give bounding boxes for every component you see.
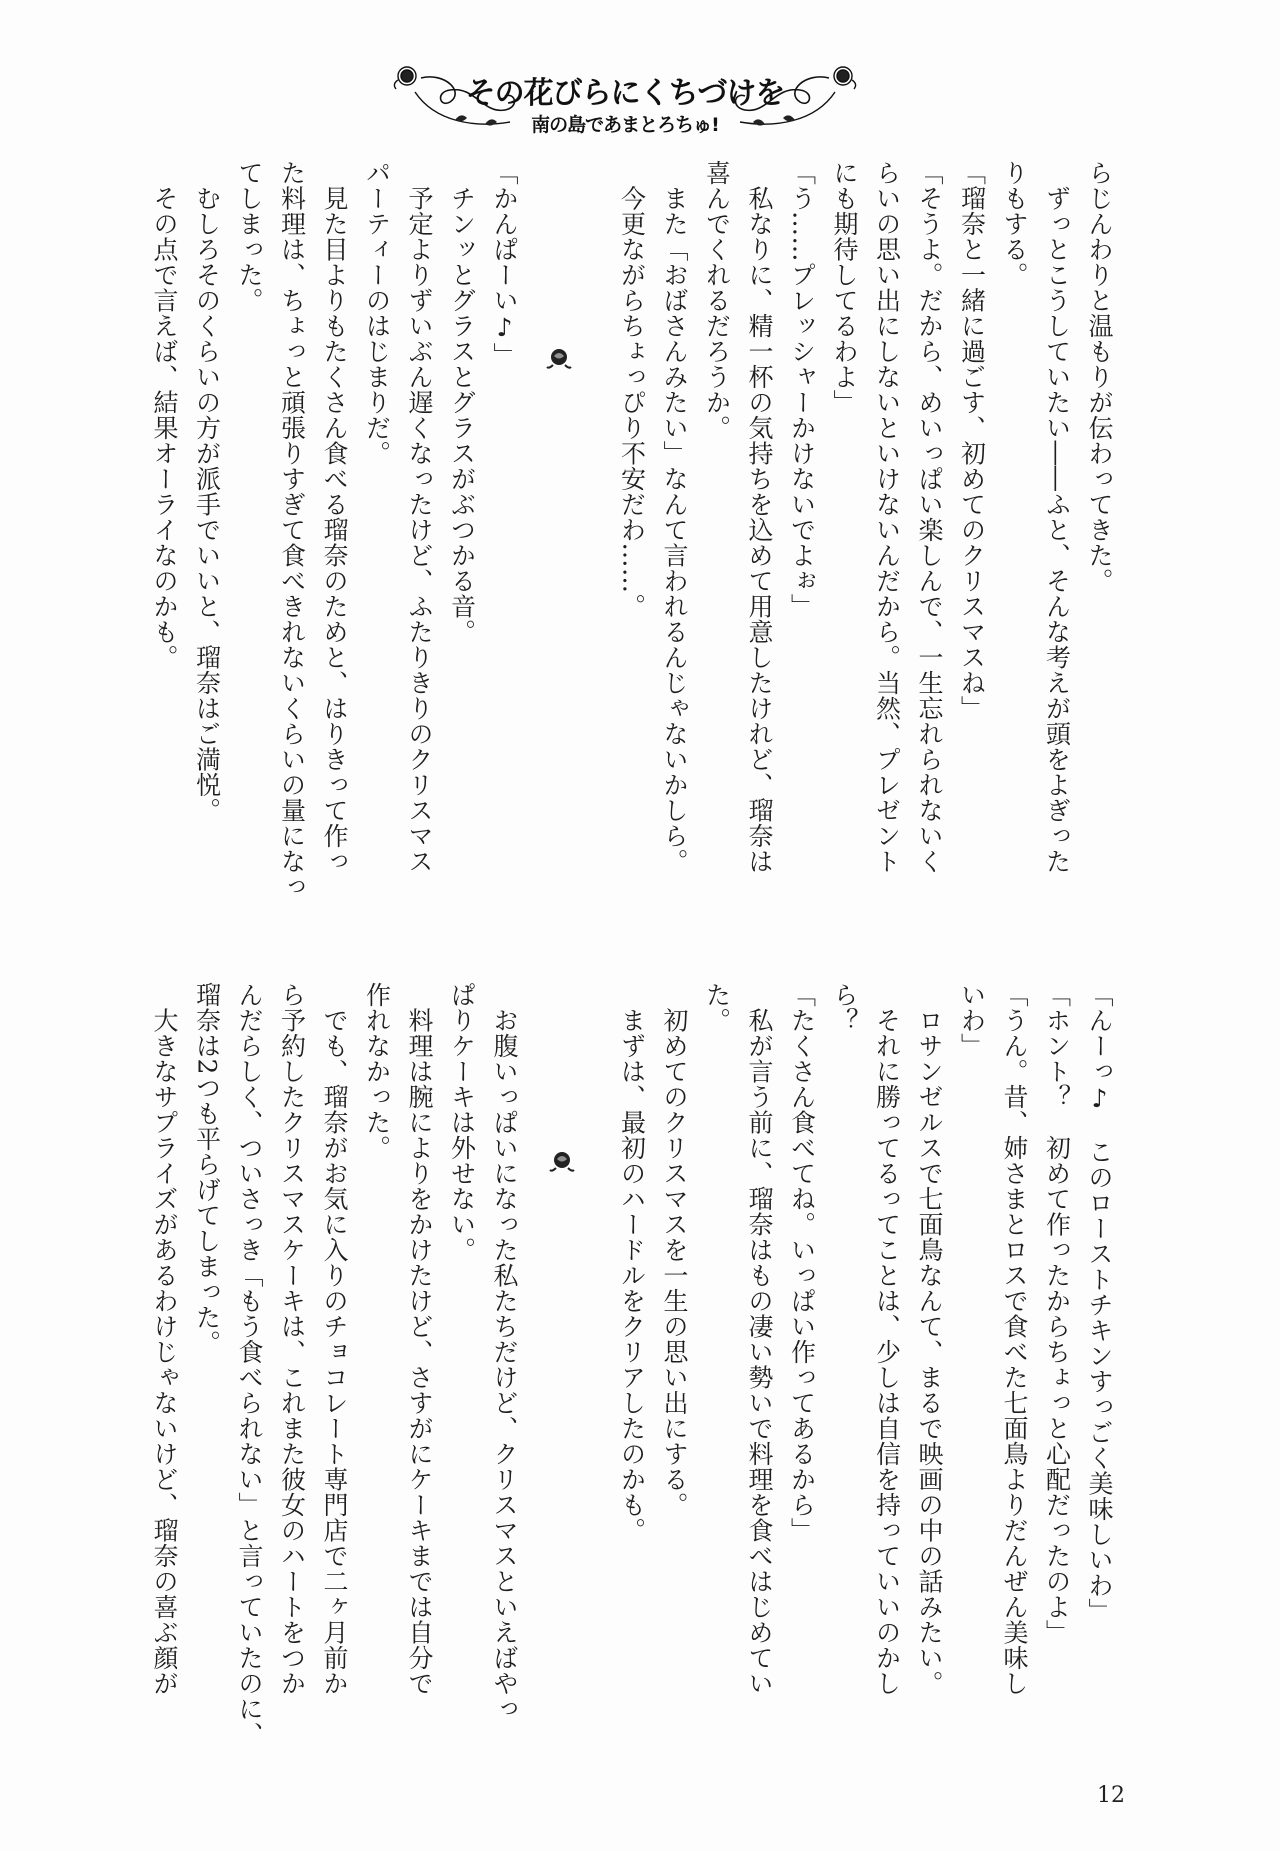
text-line: た料理は、ちょっと頑張りすぎて食べきれないくらいの量になっ <box>277 160 307 900</box>
text-line <box>568 982 611 1752</box>
text-line: 大きなサプライズがあるわけじゃないけど、瑠奈の喜ぶ顔が <box>150 982 179 1696</box>
text-line: らいの思い出にしないといけないんだから。当然、プレゼント <box>872 160 902 874</box>
text-line: パーティーのはじまりだ。 <box>362 160 392 466</box>
text-line: お腹いっぱいになった私たちだけど、クリスマスといえばやっ <box>490 982 519 1722</box>
text-line: ぱりケーキは外せない。 <box>447 982 477 1263</box>
text-line: でも、瑠奈がお気に入りのチョコレート専門店で二ヶ月前か <box>320 982 349 1696</box>
text-line: た。 <box>702 982 732 1033</box>
text-line: 今更ながらちょっぴり不安だわ……。 <box>617 160 647 619</box>
text-line: チンッとグラスとグラスがぶつかる音。 <box>447 160 477 645</box>
text-line: 「うん。昔、姉さまとロスで食べた七面鳥よりだんぜん美味し <box>1000 982 1029 1696</box>
text-line: まずは、最初のハードルをクリアしたのかも。 <box>617 982 647 1543</box>
text-line: 「そうよ。だから、めいっぱい楽しんで、一生忘れられないく <box>915 160 944 874</box>
text-line: それに勝ってるってことは、少しは自信を持っていいのかし <box>872 982 902 1696</box>
rose-icon <box>548 1148 576 1176</box>
text-line <box>525 160 568 930</box>
text-line: んだらしく、ついさっき「もう食べられない」と言っていたのに、 <box>235 982 264 1747</box>
text-line: ら予約したクリスマスケーキは、これまた彼女のハートをつか <box>277 982 307 1696</box>
text-line: らじんわりと温もりが伝わってきた。 <box>1085 160 1114 594</box>
text-line: ロサンゼルスで七面鳥なんて、まるで映画の中の話みたい。 <box>915 982 944 1696</box>
text-line: 「かんぱーい♪」 <box>490 160 519 368</box>
top-text-section <box>150 160 1120 930</box>
rose-icon <box>545 345 573 373</box>
text-line: てしまった。 <box>235 160 264 313</box>
text-line: にも期待してるわよ」 <box>830 160 859 415</box>
text-line: 「たくさん食べてね。いっぱい作ってあるから」 <box>787 982 817 1543</box>
text-line: むしろそのくらいの方が派手でいいと、瑠奈はご満悦。 <box>192 160 222 823</box>
text-line: 料理は腕によりをかけたけど、さすがにケーキまでは自分で <box>405 982 434 1696</box>
book-subtitle: 南の島であまとろちゅ! <box>531 114 719 136</box>
text-line <box>568 160 611 930</box>
text-line: 「んーっ♪ このローストチキンすっごく美味しいわ」 <box>1085 982 1114 1624</box>
text-line <box>525 982 568 1752</box>
text-line: 私なりに、精一杯の気持ちを込めて用意したけれど、瑠奈は <box>745 160 774 874</box>
text-line: また「おばさんみたい」なんて言われるんじゃないかしら。 <box>660 160 689 874</box>
text-line: 私が言う前に、瑠奈はもの凄い勢いで料理を食べはじめてい <box>745 982 774 1696</box>
text-line: 見た目よりもたくさん食べる瑠奈のためと、はりきって作っ <box>320 160 349 874</box>
text-line: 予定よりずいぶん遅くなったけど、ふたりきりのクリスマス <box>405 160 434 874</box>
text-line: 初めてのクリスマスを一生の思い出にする。 <box>660 982 689 1518</box>
page-number: 12 <box>1097 1783 1125 1808</box>
text-line: いわ」 <box>957 982 987 1059</box>
page-header <box>395 62 855 142</box>
text-line: 「ホント？ 初めて作ったからちょっと心配だったのよ」 <box>1042 982 1072 1645</box>
text-line: 瑠奈は2つも平らげてしまった。 <box>192 982 222 1356</box>
text-line: 「う……プレッシャーかけないでよぉ」 <box>787 160 817 619</box>
book-title: その花びらにくちづけを <box>465 76 785 111</box>
text-line: 「瑠奈と一緒に過ごす、初めてのクリスマスね」 <box>957 160 987 721</box>
bottom-text-section <box>150 982 1120 1752</box>
text-line: りもする。 <box>1000 160 1029 288</box>
text-line: その点で言えば、結果オーライなのかも。 <box>150 160 179 670</box>
text-line: 喜んでくれるだろうか。 <box>702 160 732 441</box>
text-line: ら？ <box>830 982 859 1033</box>
text-line: ずっとこうしていたい――ふと、そんな考えが頭をよぎった <box>1042 160 1072 874</box>
text-line: 作れなかった。 <box>362 982 392 1161</box>
